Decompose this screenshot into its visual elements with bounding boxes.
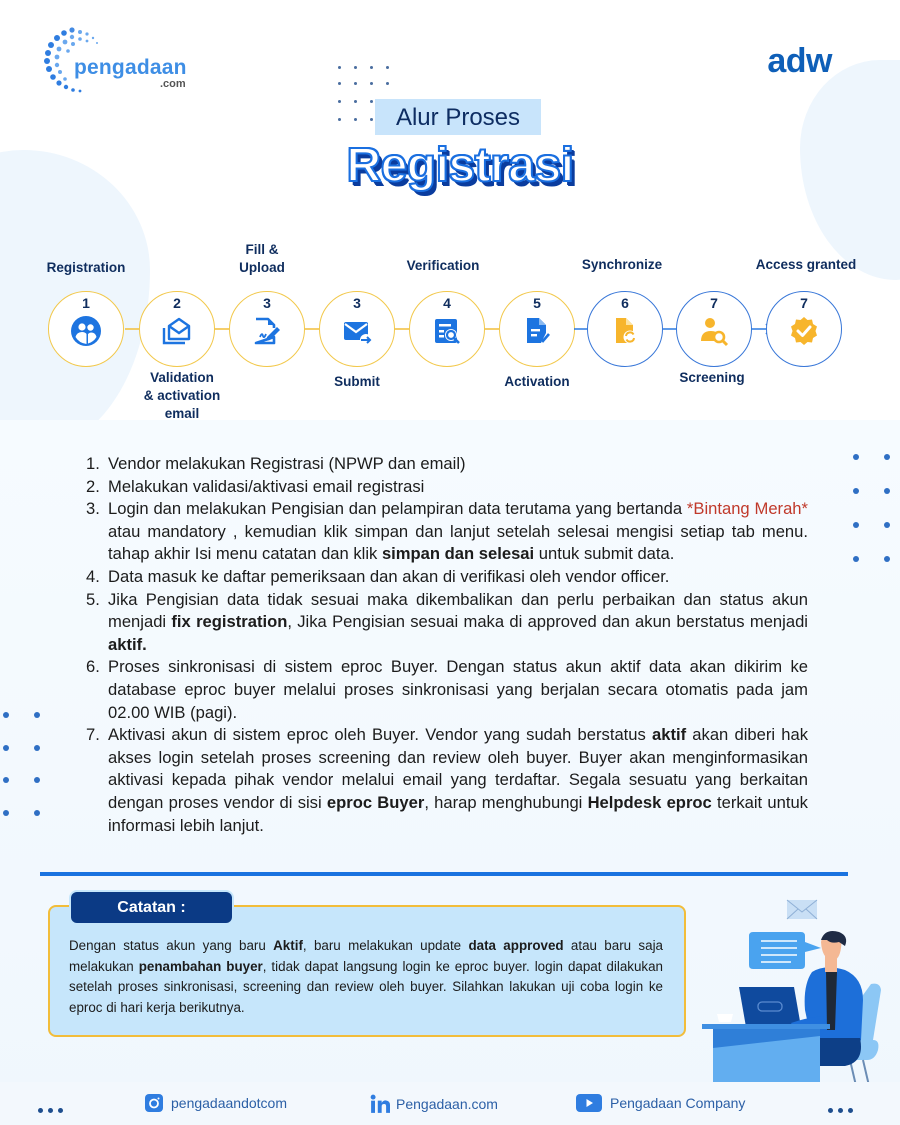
list-item: 2. Melakukan validasi/aktivasi email registrasi <box>86 476 425 496</box>
logo-subtext: .com <box>160 78 186 90</box>
note-title: Catatan : <box>71 892 232 923</box>
step-label-access-granted: Access granted <box>755 257 857 272</box>
open-envelope-icon <box>161 315 193 347</box>
verified-badge-icon <box>788 315 820 347</box>
footer-dots-left <box>38 1100 68 1118</box>
flow-step-4 <box>409 291 485 367</box>
flow-step-3 <box>229 291 305 367</box>
flow-step-7-access <box>766 291 842 367</box>
step-label-synchronize: Synchronize <box>581 257 663 272</box>
document-search-icon <box>431 315 463 347</box>
page-title: Registrasi <box>346 139 574 192</box>
flow-step-1 <box>48 291 124 367</box>
step-label-verification: Verification <box>406 258 480 273</box>
flow-step-7-screening <box>676 291 752 367</box>
speech-bubble-icon <box>749 932 821 969</box>
step-label-validation: Validation & activation email <box>143 370 221 421</box>
step-label-activation: Activation <box>504 374 570 389</box>
title-subheading: Alur Proses <box>375 99 541 135</box>
pengadaan-logo <box>42 24 202 96</box>
mandatory-marker: *Bintang Merah* <box>686 499 808 519</box>
list-item: 5. Jika Pengisian data tidak sesuai maka dikembalikan dan perlu perbaikan dan status akun menjadi fix registration, Jika Pengisian sesuai maka di approved dan akun berstatus menjadi aktif. <box>86 589 808 654</box>
youtube-icon <box>576 1094 602 1112</box>
footer-youtube-link[interactable]: Pengadaan Company <box>576 1094 745 1112</box>
person-at-laptop-illustration <box>695 890 900 1090</box>
footer-linkedin-link[interactable]: Pengadaan.com <box>370 1094 498 1114</box>
envelope-icon <box>787 900 817 919</box>
step-number: 3 <box>353 295 361 311</box>
document-check-icon <box>521 315 553 347</box>
file-sync-icon <box>609 315 641 347</box>
logo-text: pengadaan <box>74 56 187 79</box>
flow-step-6 <box>587 291 663 367</box>
note-text: Dengan status akun yang baru Aktif, baru melakukan update data approved atau baru saja melakukan penambahan buyer, tidak dapat langsung login ke eproc buyer. login dapat dilakukan setelah proses sinkronisasi, screening dan review oleh buyer. Silahkan lakukan uji coba login ke eproc di hari kerja berikutnya. <box>69 938 664 1015</box>
flow-step-submit <box>319 291 395 367</box>
step-number: 4 <box>443 295 451 311</box>
users-icon <box>70 315 102 347</box>
step-label-screening: Screening <box>679 370 745 385</box>
list-item: 4. Data masuk ke daftar pemeriksaan dan akan di verifikasi oleh vendor officer. <box>86 566 670 586</box>
list-item: 7. Aktivasi akun di sistem eproc oleh Buyer. Vendor yang sudah berstatus aktif akan diberi hak akses login setelah proses screening dan review oleh buyer. Buyer akan menginformasikan aktivasi kepada pihak vendor melalui email yang terdaftar. Segala sesuatu yang berkaitan dengan proses vendor di sisi eproc Buyer, harap menghubungi Helpdesk eproc terkait untuk informasi lebih lanjut. <box>86 725 808 835</box>
list-item: 1. Vendor melakukan Registrasi (NPWP dan email) <box>86 454 466 473</box>
adw-brand: adw <box>767 42 832 80</box>
step-number: 7 <box>710 295 718 311</box>
background-blob-right <box>800 60 900 280</box>
step-number: 7 <box>800 295 808 311</box>
footer-dots-right <box>828 1100 858 1118</box>
linkedin-icon <box>370 1094 390 1114</box>
user-search-icon <box>698 315 730 347</box>
step-label-registration: Registration <box>46 260 126 275</box>
list-item: 3. Login dan melakukan Pengisian dan pelampiran data terutama yang bertanda *Bintang Merah* atau mandatory , kemudian klik simpan dan lanjut setelah selesai mengisi setiap tab menu. tahap akhir Isi menu catatan dan klik simpan dan selesai untuk submit data. <box>86 499 808 564</box>
section-divider <box>40 872 848 876</box>
instructions-list <box>86 453 808 837</box>
list-item: 6. Proses sinkronisasi di sistem eproc Buyer. Dengan status akun aktif data akan dikirim ke database eproc buyer melalui proses sinkronisasi yang berjalan secara otomatis pada jam 02.00 WIB (pagi). <box>86 657 808 722</box>
step-number: 2 <box>173 295 181 311</box>
mail-send-icon <box>341 315 373 347</box>
step-number: 6 <box>621 295 629 311</box>
step-number: 1 <box>82 295 90 311</box>
step-number: 5 <box>533 295 541 311</box>
document-sign-icon <box>251 315 283 347</box>
instagram-icon <box>145 1094 163 1112</box>
step-number: 3 <box>263 295 271 311</box>
step-label-fill-upload: Fill & Upload <box>239 242 285 275</box>
step-label-submit: Submit <box>334 374 380 389</box>
flow-step-2 <box>139 291 215 367</box>
footer-instagram-link[interactable]: pengadaandotcom <box>145 1094 287 1112</box>
flow-step-5 <box>499 291 575 367</box>
